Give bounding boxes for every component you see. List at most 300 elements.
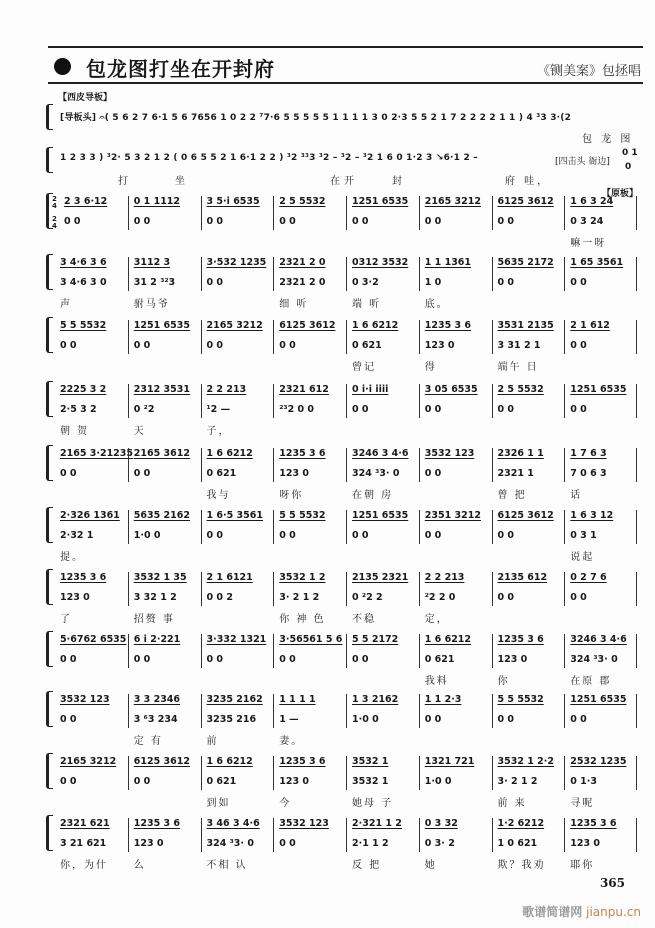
accompaniment-notes: 0 0 (133, 654, 151, 665)
measure (55, 756, 128, 790)
measure (419, 320, 493, 373)
accompaniment-notes: 3· 2 1 2 (279, 592, 320, 603)
melody-notes: 3532 123 (279, 818, 329, 829)
accompaniment-notes: 0 3· 2 (424, 838, 455, 849)
accompaniment-notes: 0 0 (497, 592, 515, 603)
accompaniment-notes: 31 2 ³²3 (133, 277, 176, 288)
melody-notes: 2·321 1 2 (352, 818, 402, 829)
measure (346, 448, 420, 501)
tempo-label: 【原板】 (602, 189, 639, 199)
measure-lyrics: 得 (424, 362, 437, 373)
accompaniment-notes: 0 621 (424, 654, 455, 665)
measure-lyrics: 今 (279, 798, 292, 809)
measure-lyrics: 话 (570, 490, 583, 501)
measure (55, 818, 128, 871)
measure (273, 320, 347, 354)
system-bracket (46, 507, 53, 543)
melody-notes: 3532 123 (60, 694, 110, 705)
measure (55, 320, 128, 354)
melody-notes: 2321 2 0 (279, 257, 326, 268)
score-system (55, 694, 637, 750)
measure (419, 257, 493, 310)
measure (564, 196, 638, 249)
measure-lyrics: 细 听 (279, 299, 309, 310)
melody-notes: 5 5 5532 (497, 694, 544, 705)
accompaniment-notes: 0 0 (279, 838, 296, 849)
melody-notes: 6125 3612 (133, 756, 190, 767)
measure (419, 634, 493, 687)
barline (636, 510, 637, 544)
melody-notes: 3·532 1235 (206, 257, 267, 268)
measure (492, 694, 566, 728)
measure (564, 694, 638, 728)
accompaniment-notes: 3532 1 (352, 776, 389, 787)
melody-notes: 3532 1 35 (133, 572, 187, 583)
line2-notation: 1 2 3 3 ) ³2· 5 3 2 1 2 ( 0 6 5 5 2 1 6·1 2 2 ) ³2 ³³3 ³2 – ³2 – ³2 1 6 0 1·2 3 ↘6·1 2 – (60, 153, 478, 163)
melody-notes: 3246 3 4·6 (570, 634, 627, 645)
accompaniment-notes: 0 0 (424, 404, 442, 415)
measure (128, 320, 202, 354)
melody-notes: 1 6·5 3561 (206, 510, 263, 521)
melody-notes: 2312 3531 (133, 384, 190, 395)
melody-notes: 2321 621 (60, 818, 110, 829)
accompaniment-notes: 1 0 621 (497, 838, 538, 849)
accompaniment-notes: 2·1 1 2 (352, 838, 389, 849)
measure-lyrics: 我与 (206, 490, 231, 501)
melody-notes: 5 5 5532 (60, 320, 107, 331)
measure (201, 756, 275, 809)
measure-lyrics: 招赘 事 (133, 614, 175, 625)
measure (346, 756, 420, 809)
measure-lyrics: 曾 把 (497, 490, 527, 501)
accompaniment-notes: 0 0 (570, 277, 587, 288)
accompaniment-notes: 0 0 (424, 216, 442, 227)
melody-notes: 3·332 1321 (206, 634, 267, 645)
accompaniment-notes: 0 621 (206, 776, 237, 787)
accompaniment-notes: 123 0 (279, 468, 309, 479)
measure-lyrics: 定 有 (133, 736, 163, 747)
melody-notes: 1·2 6212 (497, 818, 545, 829)
measure (419, 510, 493, 544)
accompaniment-notes: 0 0 (352, 216, 369, 227)
accompaniment-notes: 7 0 6 3 (570, 468, 607, 479)
measure-lyrics: 你 神 色 (279, 614, 326, 625)
time-signature-top: 2 (52, 195, 57, 203)
measure (564, 756, 638, 809)
system-bracket (46, 104, 53, 130)
accompaniment-notes: 0 0 (279, 530, 296, 541)
measure (564, 510, 638, 563)
melody-notes: 5635 2172 (497, 257, 554, 268)
accompaniment-notes: 0 3 1 (570, 530, 597, 541)
measure-lyrics: 定， (424, 614, 449, 625)
measure-lyrics: 朝 贺 (60, 426, 90, 437)
melody-notes: 3235 2162 (206, 694, 263, 705)
measure-lyrics: 你 (497, 676, 510, 687)
melody-notes: 2351 3212 (424, 510, 481, 521)
accompaniment-notes: 3 21 621 (60, 838, 107, 849)
melody-notes: 1 6 6212 (206, 756, 253, 767)
melody-notes: 1 1 1361 (424, 257, 472, 268)
measure (419, 694, 493, 728)
lyric: 封 (392, 176, 402, 187)
barline (636, 384, 637, 418)
accompaniment-notes: 0 0 (497, 216, 515, 227)
accompaniment-notes: 3 4·6 3 0 (60, 277, 107, 288)
watermark-en: jianpu.cn (586, 905, 641, 919)
measure (128, 384, 202, 437)
accompaniment-notes: 0 0 (497, 530, 515, 541)
measure (346, 320, 420, 373)
measure-lyrics: 端午 日 (497, 362, 539, 373)
melody-notes: 2 5 5532 (279, 196, 326, 207)
melody-notes: 2 1 6121 (206, 572, 253, 583)
measure (346, 196, 420, 230)
accompaniment-notes: 0 0 (352, 654, 369, 665)
accompaniment-notes: 0 0 (60, 714, 77, 725)
accompaniment-notes: 3235 216 (206, 714, 257, 725)
melody-notes: 3246 3 4·6 (352, 448, 409, 459)
measure (346, 694, 420, 728)
score-system (55, 448, 637, 504)
measure (128, 257, 202, 310)
measure (419, 756, 493, 790)
melody-notes: 3112 3 (133, 257, 171, 268)
accompaniment-notes: 0 0 (206, 340, 224, 351)
measure-lyrics: 驸马爷 (133, 299, 170, 310)
measure (128, 634, 202, 668)
measure (201, 694, 275, 747)
measure (201, 572, 275, 606)
measure-lyrics: 寻呢 (570, 798, 595, 809)
melody-notes: 6 i 2·221 (133, 634, 181, 645)
measure-lyrics: 不相 认 (206, 860, 248, 871)
measure-lyrics: 不稳 (352, 614, 376, 625)
melody-notes: 5 5 5532 (279, 510, 326, 521)
melody-notes: 1251 6535 (352, 196, 409, 207)
melody-notes: 2225 3 2 (60, 384, 107, 395)
accompaniment-notes: 0 0 (497, 277, 515, 288)
measure-lyrics: 说起 (570, 552, 595, 563)
measure (564, 320, 638, 354)
measure (201, 320, 275, 354)
watermark (522, 903, 641, 920)
accompaniment-notes: 0 1·3 (570, 776, 597, 787)
melody-notes: 6125 3612 (497, 510, 554, 521)
melody-notes: 2 5 5532 (497, 384, 544, 395)
accompaniment-notes: 0 0 (570, 714, 587, 725)
measure (419, 384, 493, 418)
measure-lyrics: 了 (60, 614, 72, 625)
accompaniment-notes: 1·0 0 (133, 530, 161, 541)
lyric: 坐 (175, 176, 185, 187)
score-system (55, 384, 637, 440)
melody-notes: 2135 2321 (352, 572, 409, 583)
melody-notes: 0 i·i iiii (352, 384, 389, 395)
melody-notes: 1 1 2·3 (424, 694, 462, 705)
accompaniment-notes: 0 0 (279, 340, 296, 351)
accompaniment-notes: 0 0 (570, 404, 587, 415)
score-system (55, 320, 637, 376)
melody-notes: 0312 3532 (352, 257, 409, 268)
measure-lyrics: 底。 (424, 299, 449, 310)
lyrics: 包 龙 图 (582, 134, 634, 145)
title-rule (48, 82, 643, 84)
accompaniment-notes: 0 3 24 (570, 216, 604, 227)
barline (636, 257, 637, 291)
measure (55, 448, 134, 482)
accompaniment-notes: 0 0 (60, 654, 77, 665)
measure (492, 634, 566, 687)
measure-lyrics: 呀你 (279, 490, 304, 501)
measure (492, 257, 566, 291)
accompaniment-notes: 0 3·2 (352, 277, 379, 288)
lyric: 打 (118, 176, 128, 187)
melody-notes: 1235 3 6 (570, 818, 617, 829)
measure (346, 510, 420, 544)
accompaniment-notes: 0 ²2 (133, 404, 155, 415)
melody-notes: 1 1 1 1 (279, 694, 316, 705)
measure-lyrics: 欺？我劝 (497, 860, 546, 871)
melody-notes: 1235 3 6 (424, 320, 472, 331)
cue-bottom: 0 (625, 162, 632, 172)
measure-lyrics: 嘛一呀 (570, 238, 607, 249)
accompaniment-notes: 0 0 (424, 530, 442, 541)
measure-lyrics: 到如 (206, 798, 231, 809)
measure (128, 572, 202, 625)
melody-notes: 2·326 1361 (60, 510, 120, 521)
barline (636, 572, 637, 606)
accompaniment-notes: 324 ³3· 0 (570, 654, 618, 665)
measure (346, 634, 420, 668)
measure (492, 196, 566, 230)
measure (346, 384, 420, 418)
measure (419, 448, 493, 482)
system-bracket (46, 569, 53, 605)
measure (564, 448, 638, 501)
measure (201, 818, 275, 871)
melody-notes: 3 3 2346 (133, 694, 181, 705)
score-system (55, 572, 637, 628)
measure (55, 634, 128, 668)
accompaniment-notes: 0 0 (206, 216, 224, 227)
measure (273, 634, 347, 668)
accompaniment-notes: 0 0 (424, 468, 442, 479)
accompaniment-notes: 0 0 2 (206, 592, 233, 603)
melody-notes: 2165 3·21235 (60, 448, 134, 459)
measure-lyrics: 曾记 (352, 362, 376, 373)
accompaniment-notes: 0 0 (206, 530, 224, 541)
measure-lyrics: 提。 (60, 552, 84, 563)
accompaniment-notes: 324 ³3· 0 (352, 468, 400, 479)
melody-notes: 1251 6535 (570, 384, 627, 395)
percussion-cue: [四击头 衙边] (555, 157, 610, 167)
score-system (55, 818, 637, 874)
melody-notes: 2 2 213 (206, 384, 247, 395)
melody-notes: 0 3 32 (424, 818, 458, 829)
melody-notes: 3 4·6 3 6 (60, 257, 107, 268)
melody-notes: 2165 3212 (206, 320, 263, 331)
measure (128, 694, 202, 747)
measure (55, 694, 128, 728)
melody-notes: 1 7 6 3 (570, 448, 607, 459)
melody-notes: 1 3 2162 (352, 694, 399, 705)
measure-lyrics: 我料 (424, 676, 449, 687)
melody-notes: 2326 1 1 (497, 448, 544, 459)
system-bracket (46, 631, 53, 667)
melody-notes: 5 5 2172 (352, 634, 399, 645)
measure (201, 384, 275, 437)
measure (564, 818, 638, 871)
accompaniment-notes: 0 0 (60, 468, 77, 479)
melody-notes: 1 65 3561 (570, 257, 624, 268)
score-system (52, 195, 637, 252)
melody-notes: 3·56561 5 6 (279, 634, 343, 645)
accompaniment-notes: 2·32 1 (60, 530, 94, 541)
measure (273, 756, 347, 809)
melody-notes: 5635 2162 (133, 510, 190, 521)
measure-lyrics: 声 (60, 299, 72, 310)
melody-notes: 1251 6535 (570, 694, 627, 705)
intro-notation: [导板头] 𝄐( 5 6 2 7 6·1 5 6 7656 1 0 2 2 ⁷7·6 5 5 5 5 5 1 1 1 1 3 0 2·3 5 5 2 1 7 2 2 2 2 1 1 ) 4 ³3 3·(2 (60, 113, 572, 123)
melody-notes: 1 6 6212 (206, 448, 253, 459)
melody-notes: 1 6 3 24 (570, 196, 614, 207)
melody-notes: 5·6762 6535 (60, 634, 127, 645)
accompaniment-notes: 1·0 0 (352, 714, 379, 725)
accompaniment-notes: 0 0 (570, 340, 587, 351)
melody-notes: 2321 612 (279, 384, 329, 395)
measure (564, 572, 638, 606)
accompaniment-notes: 3 ⁶3 234 (133, 714, 178, 725)
accompaniment-notes: 0 0 (497, 404, 515, 415)
measure-lyrics: 端 听 (352, 299, 382, 310)
score-system (55, 634, 637, 690)
measure (273, 818, 347, 852)
measure (564, 384, 638, 418)
measure (564, 257, 638, 291)
melody-notes: 1235 3 6 (279, 448, 326, 459)
system-bracket (46, 815, 53, 851)
measure (346, 572, 420, 625)
measure (55, 257, 128, 310)
measure-lyrics: 子， (206, 426, 231, 437)
measure (128, 818, 202, 871)
melody-notes: 2 1 612 (570, 320, 610, 331)
melody-notes: 1321 721 (424, 756, 475, 767)
accompaniment-notes: 0 0 (424, 714, 442, 725)
time-signature-top-den: 4 (52, 202, 57, 210)
accompaniment-notes: 0 0 (133, 468, 151, 479)
measure-lyrics: 前 (206, 736, 219, 747)
accompaniment-notes: 0 0 (497, 714, 515, 725)
bullet-icon (54, 58, 71, 75)
accompaniment-notes: 123 0 (60, 592, 90, 603)
melody-notes: 3 05 6535 (424, 384, 478, 395)
section-label: 【西皮导板】 (58, 93, 113, 103)
measure-lyrics: 她 (424, 860, 437, 871)
measure (201, 257, 275, 291)
accompaniment-notes: 0 0 (352, 404, 369, 415)
melody-notes: 3532 123 (424, 448, 475, 459)
melody-notes: 3 5·i 6535 (206, 196, 260, 207)
measure (492, 818, 566, 871)
measure (52, 195, 128, 230)
system-bracket (46, 753, 53, 789)
accompaniment-notes: 123 0 (279, 776, 309, 787)
accompaniment-notes: 1 0 (424, 277, 442, 288)
measure-lyrics: 妻。 (279, 736, 304, 747)
measure (128, 510, 202, 544)
accompaniment-notes: 1 — (279, 714, 299, 725)
accompaniment-notes: 0 0 (206, 654, 224, 665)
melody-notes: 2165 3612 (133, 448, 190, 459)
accompaniment-notes: 0 621 (352, 340, 382, 351)
accompaniment-notes: 0 0 (133, 776, 151, 787)
measure (492, 320, 566, 373)
measure (273, 257, 347, 310)
barline (636, 634, 637, 668)
melody-notes: 3531 2135 (497, 320, 554, 331)
melody-notes: 3532 1 (352, 756, 389, 767)
measure (55, 572, 128, 625)
measure (201, 634, 275, 668)
measure (273, 384, 347, 418)
measure (492, 448, 566, 501)
accompaniment-notes: 0 0 (133, 216, 151, 227)
accompaniment-notes: ²2 2 0 (424, 592, 456, 603)
accompaniment-notes: 0 0 (60, 776, 77, 787)
accompaniment-notes: 0 0 (279, 654, 296, 665)
melody-notes: 2 2 213 (424, 572, 465, 583)
measure-lyrics: 耶你 (570, 860, 595, 871)
melody-notes: 1235 3 6 (279, 756, 326, 767)
measure (201, 510, 275, 544)
measure (273, 448, 347, 501)
accompaniment-notes: 123 0 (424, 340, 455, 351)
measure (492, 510, 566, 544)
melody-notes: 6125 3612 (279, 320, 336, 331)
system-bracket (46, 445, 53, 481)
score-system (55, 257, 637, 313)
barline (636, 448, 637, 482)
barline (636, 818, 637, 852)
melody-notes: 2165 3212 (424, 196, 481, 207)
page-number: 365 (599, 876, 625, 890)
system-bracket (46, 381, 53, 417)
song-subtitle: 《铡美案》包拯唱 (536, 64, 641, 79)
accompaniment-notes: 3 31 2 1 (497, 340, 541, 351)
measure (273, 572, 347, 625)
time-signature-bottom-den: 4 (52, 222, 57, 230)
measure (492, 572, 566, 606)
accompaniment-notes: 2321 1 (497, 468, 534, 479)
accompaniment-notes: 324 ³3· 0 (206, 838, 254, 849)
accompaniment-notes: 1·0 0 (424, 776, 452, 787)
accompaniment-notes: 0 0 (60, 340, 77, 351)
measure (55, 510, 128, 563)
accompaniment-notes: 123 0 (570, 838, 600, 849)
accompaniment-notes: 123 0 (497, 654, 528, 665)
melody-notes: 1 6 6212 (424, 634, 472, 645)
accompaniment-notes: 2321 2 0 (279, 277, 326, 288)
accompaniment-notes: 0 621 (206, 468, 237, 479)
measure (346, 257, 420, 310)
melody-notes: 1 6 6212 (352, 320, 399, 331)
accompaniment-notes: 0 0 (279, 216, 296, 227)
measure-lyrics: 天 (133, 426, 146, 437)
cue-top: 0 1 (622, 148, 638, 158)
barline (636, 756, 637, 790)
